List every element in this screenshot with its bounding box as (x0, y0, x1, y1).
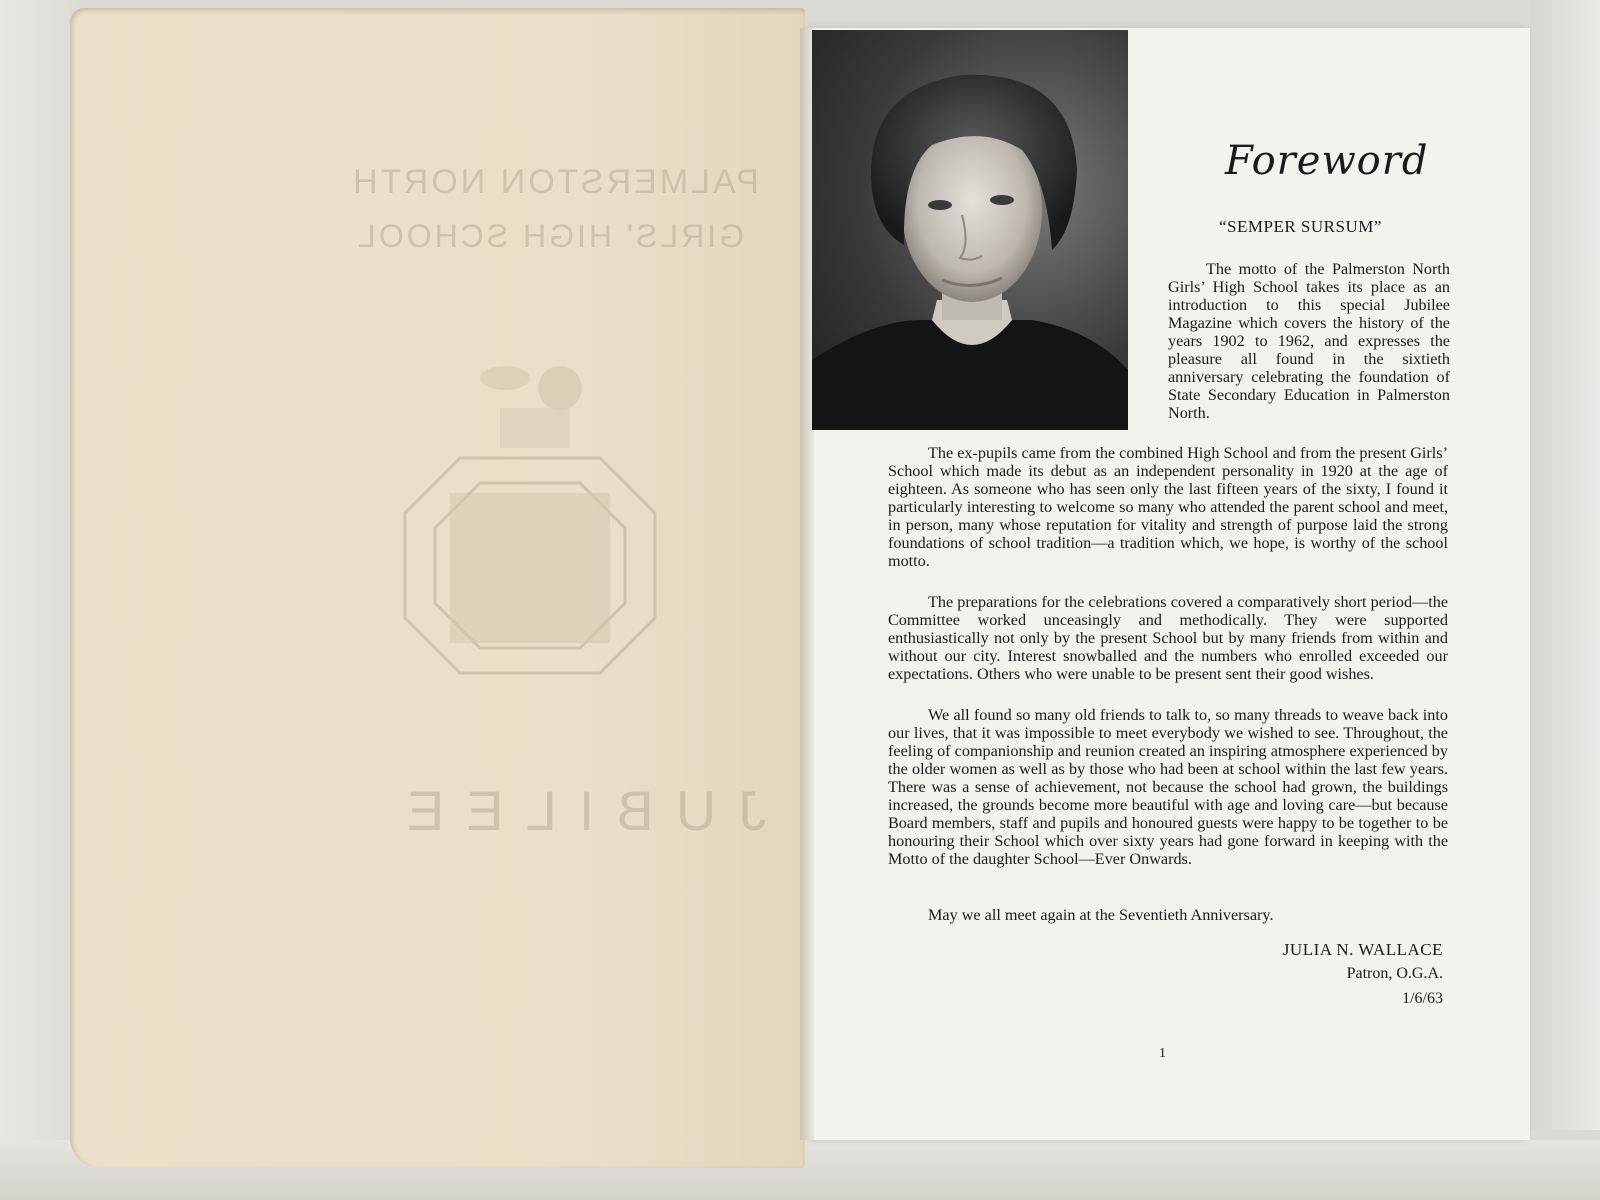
background-left (0, 0, 80, 1200)
ghost-school-line2: GIRLS' HIGH SCHOOL (355, 218, 745, 254)
portrait-illustration (812, 30, 1128, 430)
foreword-paragraph-5: May we all meet again at the Seventieth Anniversary. (928, 906, 1274, 924)
signature-name: JULIA N. WALLACE (1282, 940, 1443, 959)
school-motto: “SEMPER SURSUM” (1219, 217, 1382, 236)
portrait-photo (812, 30, 1128, 430)
page-number: 1 (1159, 1046, 1166, 1061)
ghost-crest-icon (390, 348, 670, 698)
ghost-school-line1: PALMERSTON NORTH (350, 163, 759, 201)
foreword-paragraph-2: The ex-pupils came from the combined High School and from the present Girls’ School which made its debut as an independent personality in 1920 at the age of eighteen. As someone who has seen only the last fifteen years of the sixty, I found it particularly interesting to welcome so many who attended the parent school and meet, in person, many whose reputation for vitality and strength of purpose laid the strong foundations of school tradition—a tradition which, we hope, is worthy of the school motto. (888, 444, 1448, 570)
foreword-paragraph-1: The motto of the Palmerston North Girls’ High School takes its place as an introduction to this special Jubilee Magazine which covers the history of the years 1902 to 1962, and expresses the pleasure all found in the sixtieth anniversary celebrating the foundation of State Secondary Education in Palmerston North. (1168, 260, 1450, 422)
ghost-jubilee: JUBILEE (385, 779, 767, 842)
signature-role: Patron, O.G.A. (1346, 965, 1443, 982)
signature-date: 1/6/63 (1402, 990, 1443, 1007)
foreword-title: Foreword (1225, 138, 1429, 184)
foreword-paragraph-4: We all found so many old friends to talk to, so many threads to weave back into our lives, that it was impossible to meet everybody we wished to see. Throughout, the feeling of companionship and reunion created an inspiring atmosphere experienced by the older women as well as by those who had been at school within the last few years. There was a sense of achievement, not because the school had grown, the buildings increased, the grounds become more beautiful with age and loving care—but because Board members, staff and pupils and honoured guests were happy to be together to be honouring their School which over sixty years had gone forward in keeping with the Motto of the daughter School—Ever Onwards. (888, 706, 1448, 868)
back-cover-page (70, 8, 805, 1168)
background-right (1530, 0, 1600, 1130)
foreword-paragraph-3: The preparations for the celebrations covered a comparatively short period—the Committee worked unceasingly and methodically. They were supported enthusiastically not only by the present School but by many friends from within and without our city. Interest snowballed and the numbers who enrolled exceeded our expectations. Others who were unable to be present sent their good wishes. (888, 593, 1448, 683)
